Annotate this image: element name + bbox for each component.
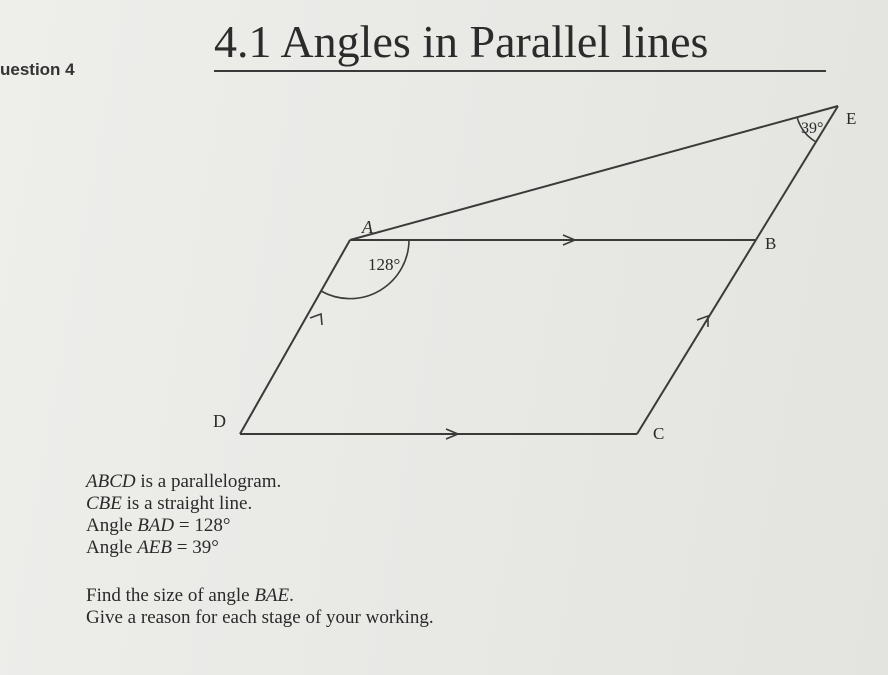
statement-angle-bad: Angle BAD = 128° [86, 515, 231, 536]
point-label-A: A [362, 217, 373, 237]
angle-label-BAD: 128° [368, 255, 401, 274]
point-label-C: C [653, 424, 665, 443]
statement-angle-aeb: Angle AEB = 39° [86, 537, 219, 558]
angle-label-AEB: 39° [801, 120, 824, 137]
line-CE [637, 106, 838, 434]
line-AE [350, 106, 838, 240]
point-label-D: D [213, 411, 226, 431]
worksheet-title: 4.1 Angles in Parallel lines [214, 14, 826, 72]
point-label-B: B [765, 234, 777, 253]
task-find-angle: Find the size of angle BAE. [86, 585, 294, 606]
line-AD [240, 240, 350, 434]
problem-text [86, 471, 434, 629]
parallel-arrow-AD [310, 314, 322, 325]
point-label-E: E [846, 109, 857, 128]
statement-parallelogram: ABCD is a parallelogram. [86, 471, 282, 492]
task-give-reason: Give a reason for each stage of your working. [86, 607, 434, 628]
question-number-label: uestion 4 [0, 60, 75, 79]
statement-straight-line: CBE is a straight line. [86, 493, 253, 514]
